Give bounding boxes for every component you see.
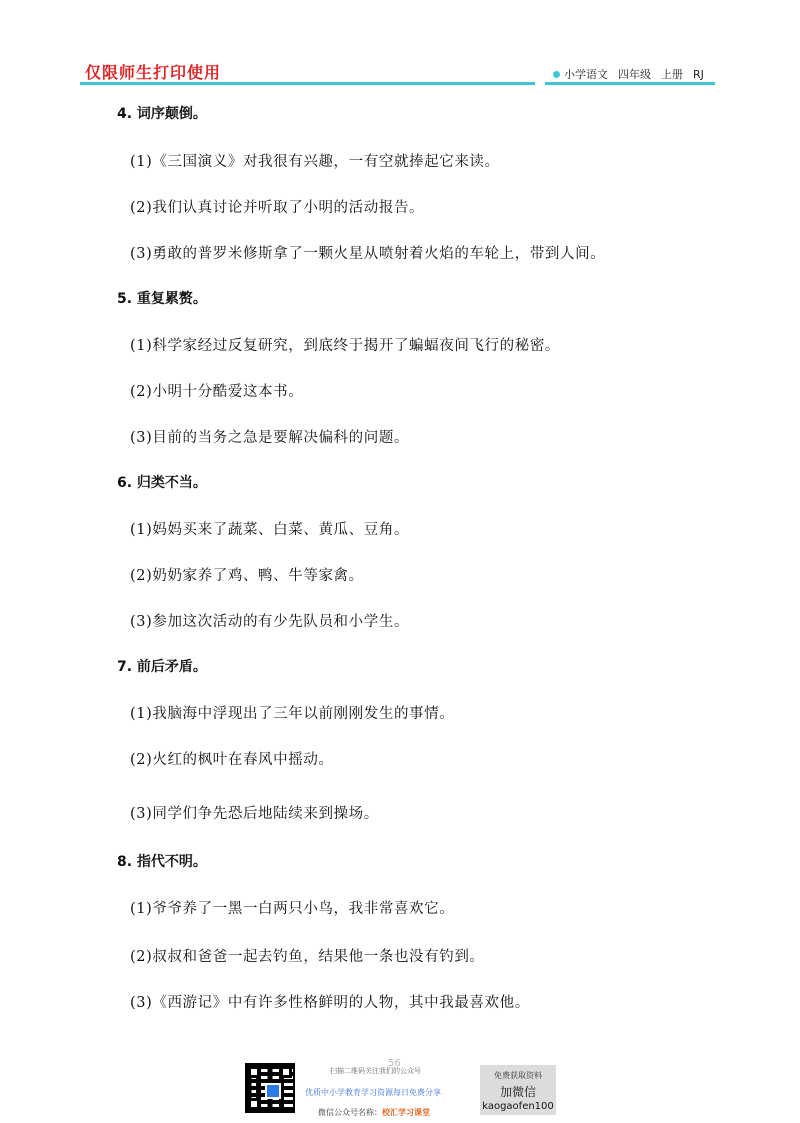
header-rule-left <box>80 82 535 85</box>
list-item: (1)爷爷养了一黑一白两只小鸟，我非常喜欢它。 <box>130 901 455 917</box>
list-item: (1)科学家经过反复研究，到底终于揭开了蝙蝠夜间飞行的秘密。 <box>130 338 561 354</box>
bullet-dot-icon <box>553 71 560 78</box>
list-item: (2)奶奶家养了鸡、鸭、牛等家禽。 <box>130 568 364 584</box>
watermark: 仅限师生打印使用 <box>85 63 222 82</box>
list-item: (1)我脑海中浮现出了三年以前刚刚发生的事情。 <box>130 706 455 722</box>
scan-hint: 扫描二维码关注我们的公众号 <box>330 1067 421 1075</box>
qr-code-icon <box>245 1063 295 1113</box>
list-item: (2)火红的枫叶在春风中摇动。 <box>130 752 334 768</box>
edition-label: RJ <box>693 67 704 81</box>
grade-label: 四年级 <box>618 68 651 81</box>
list-item: (1)妈妈买来了蔬菜、白菜、黄瓜、豆角。 <box>130 522 410 538</box>
section-title: 8. 指代不明。 <box>117 854 207 870</box>
header-rule-right <box>545 82 715 85</box>
account-line: 微信公众号名称：校汇学习课堂 <box>318 1108 430 1117</box>
page-number: 56 <box>388 1058 401 1069</box>
section-title: 7. 前后矛盾。 <box>117 659 207 675</box>
footer <box>0 1058 800 1123</box>
list-item: (2)小明十分酷爱这本书。 <box>130 384 304 400</box>
volume-label: 上册 <box>661 68 683 81</box>
list-item: (2)我们认真讨论并听取了小明的活动报告。 <box>130 200 425 216</box>
wechat-box: 免费获取资料 加微信 kaogaofen100 <box>480 1065 556 1115</box>
list-item: (3)参加这次活动的有少先队员和小学生。 <box>130 614 410 630</box>
share-text: 优质中小学教育学习资源每日免费分享 <box>305 1088 441 1097</box>
list-item: (3)勇敢的普罗米修斯拿了一颗火星从喷射着火焰的车轮上，带到人间。 <box>130 246 606 262</box>
list-item: (1)《三国演义》对我很有兴趣，一有空就捧起它来读。 <box>130 154 500 170</box>
section-title: 6. 归类不当。 <box>117 475 207 491</box>
section-title: 4. 词序颠倒。 <box>117 106 207 122</box>
section-title: 5. 重复累赘。 <box>117 291 207 307</box>
list-item: (3)同学们争先恐后地陆续来到操场。 <box>130 806 379 822</box>
list-item: (3)《西游记》中有许多性格鲜明的人物，其中我最喜欢他。 <box>130 995 530 1011</box>
list-item: (2)叔叔和爸爸一起去钓鱼，结果他一条也没有钓到。 <box>130 949 485 965</box>
header-meta <box>553 66 704 82</box>
list-item: (3)目前的当务之急是要解决偏科的问题。 <box>130 430 410 446</box>
subject-label: 小学语文 <box>564 68 608 81</box>
